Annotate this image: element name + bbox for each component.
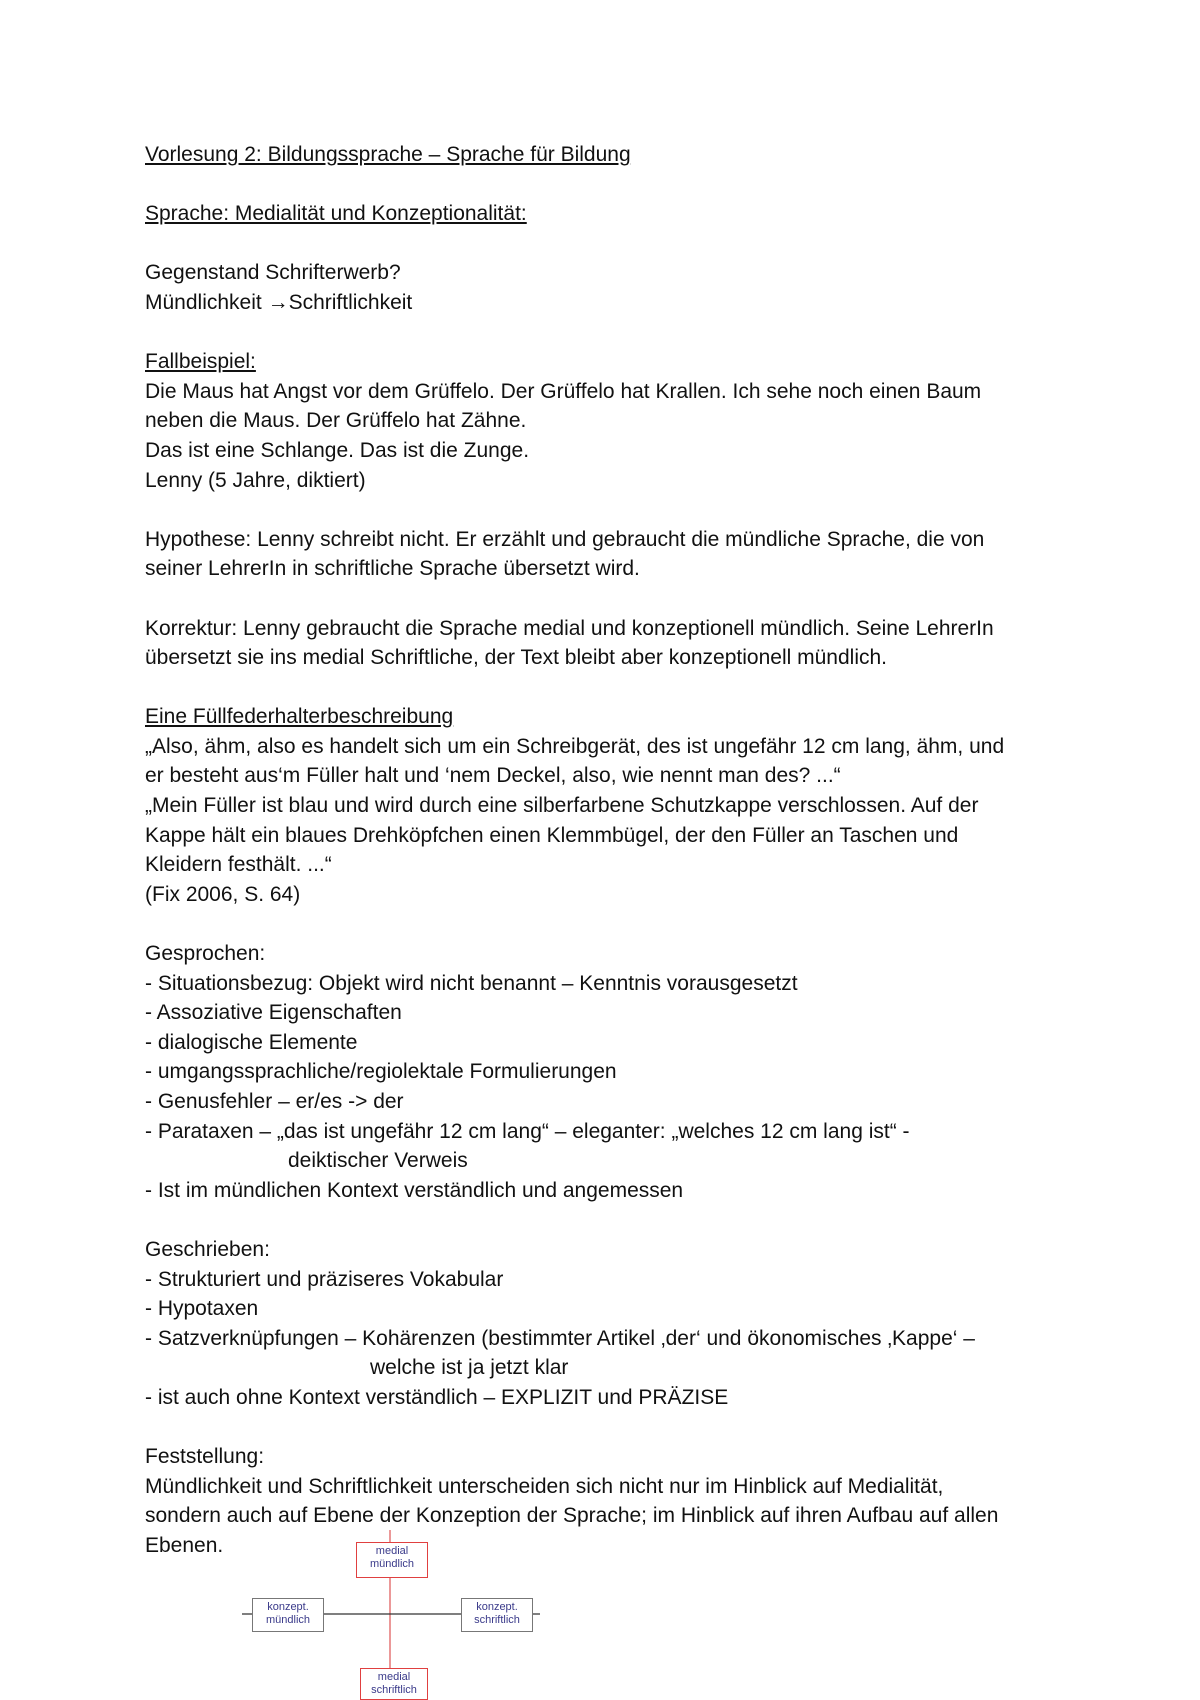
- geschrieben-item: - Hypotaxen: [145, 1297, 259, 1321]
- gesprochen-heading: Gesprochen:: [145, 942, 266, 966]
- geschrieben-item: - Satzverknüpfungen – Kohärenzen (bestimmter Artikel ‚der‘ und ökonomisches ‚Kappe‘ –: [145, 1326, 975, 1350]
- medium-concept-diagram: [242, 1530, 542, 1698]
- feststellung-line: sondern auch auf Ebene der Konzeption der Sprache; im Hinblick auf ihren Aufbau auf allen: [145, 1504, 999, 1528]
- fallbeispiel-line: Die Maus hat Angst vor dem Grüffelo. Der Grüffelo hat Krallen. Ich sehe noch einen Baum: [145, 379, 982, 403]
- right-arrow-icon: →: [267, 290, 289, 314]
- fueller-line: er besteht aus‘m Füller halt und ‘nem Deckel, also, wie nennt man des? ...“: [145, 764, 841, 788]
- box-medial-schriftlich: [360, 1668, 428, 1700]
- hypothese-line: Hypothese: Lenny schreibt nicht. Er erzählt und gebraucht die mündliche Sprache, die von: [145, 527, 985, 551]
- muendlichkeit-text: Mündlichkeit: [145, 290, 268, 314]
- gesprochen-item: - Ist im mündlichen Kontext verständlich und angemessen: [145, 1178, 684, 1202]
- gesprochen-item: - Assoziative Eigenschaften: [145, 1001, 402, 1025]
- fueller-line: Kleidern festhält. ...“: [145, 853, 332, 877]
- fallbeispiel-line: Lenny (5 Jahre, diktiert): [145, 468, 366, 492]
- page-title: Vorlesung 2: Bildungssprache – Sprache für Bildung: [145, 143, 631, 166]
- gesprochen-continuation: deiktischer Verweis: [288, 1149, 468, 1173]
- box-line: medial: [377, 1671, 411, 1683]
- feststellung-line: Ebenen.: [145, 1533, 224, 1557]
- geschrieben-item: - ist auch ohne Kontext verständlich – EXPLIZIT und PRÄZISE: [145, 1385, 729, 1409]
- muendlichkeit-schriftlichkeit-line: [145, 288, 1065, 318]
- gesprochen-item: - Situationsbezug: Objekt wird nicht benannt – Kenntnis vorausgesetzt: [145, 971, 798, 995]
- citation: (Fix 2006, S. 64): [145, 882, 301, 906]
- korrektur-line: Korrektur: Lenny gebraucht die Sprache medial und konzeptionell mündlich. Seine LehrerIn: [145, 616, 994, 640]
- geschrieben-item: - Strukturiert und präziseres Vokabular: [145, 1267, 504, 1291]
- gegenstand-line: Gegenstand Schrifterwerb?: [145, 261, 401, 285]
- box-konzept-schriftlich: [461, 1598, 533, 1632]
- schriftlichkeit-text: Schriftlichkeit: [288, 290, 413, 314]
- section-heading: Sprache: Medialität und Konzeptionalität:: [145, 202, 527, 226]
- fallbeispiel-line: Das ist eine Schlange. Das ist die Zunge.: [145, 438, 530, 462]
- fueller-line: Kappe hält ein blaues Drehköpfchen einen Klemmbügel, der den Füller an Taschen und: [145, 823, 959, 847]
- document-body: [145, 140, 1065, 1561]
- hypothese-line: seiner LehrerIn in schriftliche Sprache übersetzt wird.: [145, 557, 640, 581]
- geschrieben-heading: Geschrieben:: [145, 1237, 270, 1261]
- box-line: schriftlich: [371, 1684, 417, 1696]
- fueller-line: „Also, ähm, also es handelt sich um ein Schreibgerät, des ist ungefähr 12 cm lang, ähm, und: [145, 734, 1005, 758]
- box-line: schriftlich: [474, 1614, 520, 1626]
- feststellung-line: Mündlichkeit und Schriftlichkeit unterscheiden sich nicht nur im Hinblick auf Medialität,: [145, 1474, 944, 1498]
- gesprochen-item: - Parataxen – „das ist ungefähr 12 cm lang“ – eleganter: „welches 12 cm lang ist“ -: [145, 1119, 910, 1143]
- box-line: medial: [375, 1545, 409, 1557]
- box-medial-muendlich: [356, 1542, 428, 1578]
- box-line: konzept.: [267, 1601, 309, 1613]
- gesprochen-item: - Genusfehler – er/es -> der: [145, 1090, 404, 1113]
- box-line: mündlich: [265, 1614, 311, 1626]
- korrektur-line: übersetzt sie ins medial Schriftliche, der Text bleibt aber konzeptionell mündlich.: [145, 646, 887, 670]
- fallbeispiel-heading: Fallbeispiel:: [145, 350, 256, 374]
- gesprochen-item: - dialogische Elemente: [145, 1030, 358, 1054]
- box-line: konzept.: [476, 1601, 518, 1613]
- box-konzept-muendlich: [252, 1598, 324, 1632]
- geschrieben-continuation: welche ist ja jetzt klar: [370, 1356, 569, 1380]
- fueller-heading: Eine Füllfederhalterbeschreibung: [145, 705, 454, 729]
- fueller-line: „Mein Füller ist blau und wird durch eine silberfarbene Schutzkappe verschlossen. Auf der: [145, 794, 979, 818]
- fallbeispiel-line: neben die Maus. Der Grüffelo hat Zähne.: [145, 409, 527, 433]
- box-line: mündlich: [369, 1558, 415, 1570]
- feststellung-heading: Feststellung:: [145, 1445, 265, 1469]
- gesprochen-item: - umgangssprachliche/regiolektale Formulierungen: [145, 1060, 617, 1084]
